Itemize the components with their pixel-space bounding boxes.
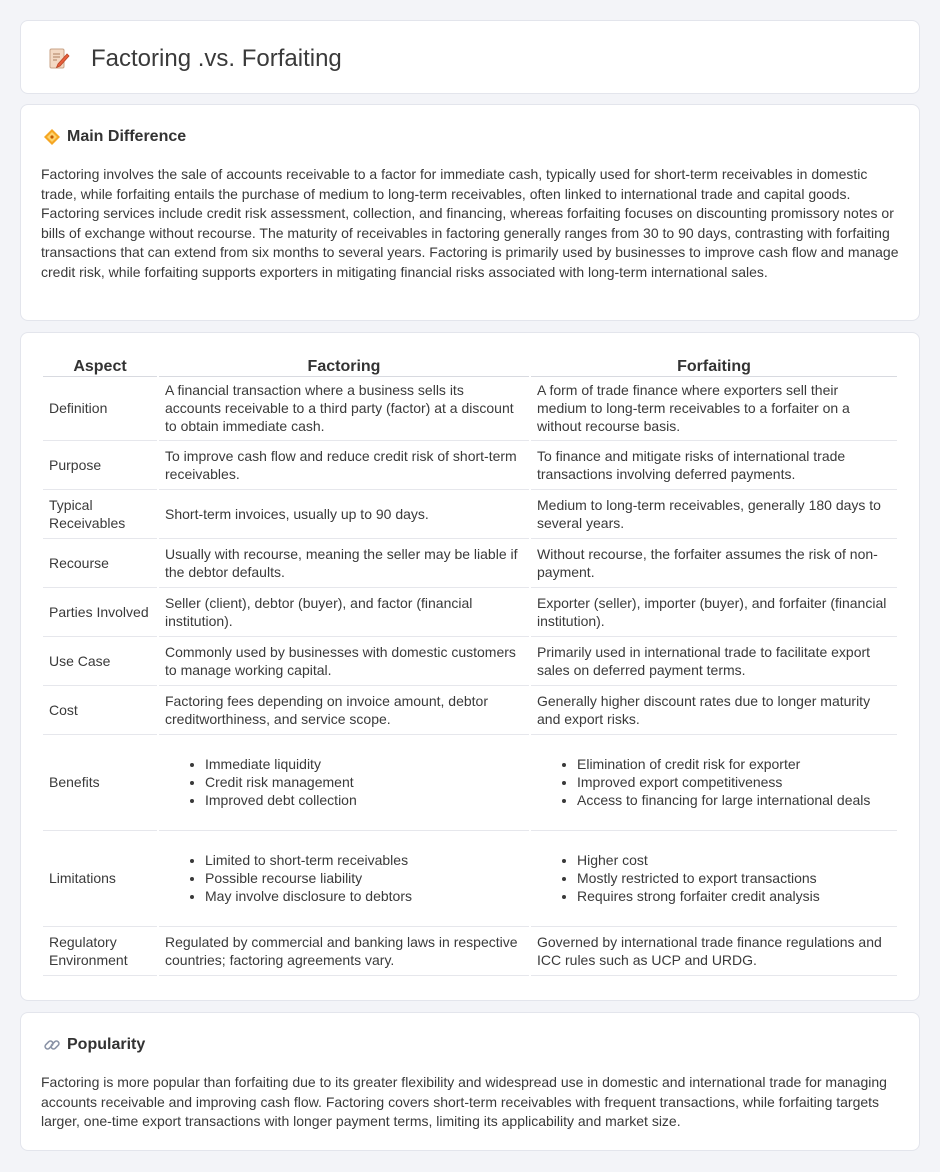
factoring-cell: Seller (client), debtor (buyer), and factor (financial institution). <box>159 588 529 637</box>
table-row-regulatory <box>43 927 897 976</box>
factoring-limitations-cell <box>159 831 529 927</box>
list-item: • Access to financing for large international deals <box>577 791 891 809</box>
list-item: • Mostly restricted to export transactions <box>577 869 891 887</box>
table-header-row <box>43 355 897 377</box>
table-row <box>43 377 897 441</box>
main-difference-text: Factoring involves the sale of accounts receivable to a factor for immediate cash, typically used for short-term receivables in domestic trade, while forfaiting entails the purchase of medium to long-term receivables, often linked to international trade and capital goods. Factoring services include credit risk assessment, collection, and financing, whereas forfaiting focuses on discounting promissory notes or bills of exchange without recourse. The maturity of receivables in factoring generally ranges from 30 to 90 days, contrasting with forfaiting transactions that can extend from six months to several years. Factoring is primarily used by businesses to improve cash flow and manage credit risk, while forfaiting supports exporters in mitigating financial risks associated with long-term international sales. <box>41 166 899 280</box>
aspect-cell: Typical Receivables <box>43 490 157 539</box>
table-row <box>43 490 897 539</box>
forfaiting-cell: To finance and mitigate risks of international trade transactions involving deferred payments. <box>531 441 897 490</box>
main-difference-header <box>43 127 186 147</box>
popularity-header <box>43 1035 145 1055</box>
diamond-icon <box>43 128 61 146</box>
header-factoring: Factoring <box>159 355 529 377</box>
table-row <box>43 588 897 637</box>
factoring-cell: Short-term invoices, usually up to 90 days. <box>159 490 529 539</box>
popularity-text: Factoring is more popular than forfaiting due to its greater flexibility and widespread use in domestic and international trade for managing accounts receivable and improving cash flow. Factoring covers short-term receivables with frequent transactions, while forfaiting targets larger, one-time export transactions with longer payment terms, limiting its applicability and market size. <box>41 1074 887 1129</box>
factoring-cell: Commonly used by businesses with domestic customers to manage working capital. <box>159 637 529 686</box>
header-forfaiting: Forfaiting <box>531 355 897 377</box>
aspect-cell: Purpose <box>43 441 157 490</box>
forfaiting-benefits-cell <box>531 735 897 831</box>
list-item: • Requires strong forfaiter credit analysis <box>577 887 891 905</box>
table-row <box>43 686 897 735</box>
forfaiting-benefits-list <box>537 755 891 809</box>
comparison-card <box>20 332 920 1001</box>
list-item: • Limited to short-term receivables <box>205 851 523 869</box>
forfaiting-limitations-list <box>537 851 891 905</box>
forfaiting-cell: Without recourse, the forfaiter assumes the risk of non-payment. <box>531 539 897 588</box>
factoring-cell: To improve cash flow and reduce credit risk of short-term receivables. <box>159 441 529 490</box>
table-row-limitations <box>43 831 897 927</box>
main-difference-heading: Main Difference <box>67 128 187 145</box>
popularity-heading: Popularity <box>67 1036 146 1053</box>
header-aspect: Aspect <box>43 355 157 377</box>
forfaiting-cell: Governed by international trade finance regulations and ICC rules such as UCP and URDG. <box>531 927 897 976</box>
aspect-cell: Limitations <box>43 831 157 927</box>
link-icon <box>43 1036 61 1054</box>
popularity-card <box>20 1012 920 1151</box>
table-row <box>43 637 897 686</box>
main-difference-card <box>20 104 920 321</box>
title-card <box>20 20 920 94</box>
forfaiting-cell: Primarily used in international trade to facilitate export sales on deferred payment terms. <box>531 637 897 686</box>
factoring-cell: A financial transaction where a business sells its accounts receivable to a third party (factor) at a discount to obtain immediate cash. <box>159 377 529 441</box>
factoring-cell: Regulated by commercial and banking laws in respective countries; factoring agreements vary. <box>159 927 529 976</box>
forfaiting-cell: Generally higher discount rates due to longer maturity and export risks. <box>531 686 897 735</box>
document-edit-icon <box>47 47 71 71</box>
table-row <box>43 441 897 490</box>
factoring-limitations-list <box>165 851 523 905</box>
factoring-benefits-list <box>165 755 523 809</box>
aspect-cell: Benefits <box>43 735 157 831</box>
list-item: • Possible recourse liability <box>205 869 523 887</box>
aspect-cell: Parties Involved <box>43 588 157 637</box>
list-item: • May involve disclosure to debtors <box>205 887 523 905</box>
factoring-cell: Factoring fees depending on invoice amount, debtor creditworthiness, and service scope. <box>159 686 529 735</box>
list-item: • Improved export competitiveness <box>577 773 891 791</box>
aspect-cell: Regulatory Environment <box>43 927 157 976</box>
list-item: • Credit risk management <box>205 773 523 791</box>
aspect-cell: Definition <box>43 377 157 441</box>
table-row-benefits <box>43 735 897 831</box>
forfaiting-cell: A form of trade finance where exporters sell their medium to long-term receivables to a forfaiter on a without recourse basis. <box>531 377 897 441</box>
list-item: • Elimination of credit risk for exporter <box>577 755 891 773</box>
factoring-cell: Usually with recourse, meaning the seller may be liable if the debtor defaults. <box>159 539 529 588</box>
aspect-cell: Use Case <box>43 637 157 686</box>
list-item: • Immediate liquidity <box>205 755 523 773</box>
aspect-cell: Recourse <box>43 539 157 588</box>
factoring-benefits-cell <box>159 735 529 831</box>
comparison-table <box>41 355 899 976</box>
page-title: Factoring .vs. Forfaiting <box>91 45 342 72</box>
aspect-cell: Cost <box>43 686 157 735</box>
list-item: • Improved debt collection <box>205 791 523 809</box>
forfaiting-cell: Exporter (seller), importer (buyer), and forfaiter (financial institution). <box>531 588 897 637</box>
table-row <box>43 539 897 588</box>
list-item: • Higher cost <box>577 851 891 869</box>
forfaiting-cell: Medium to long-term receivables, generally 180 days to several years. <box>531 490 897 539</box>
forfaiting-limitations-cell <box>531 831 897 927</box>
